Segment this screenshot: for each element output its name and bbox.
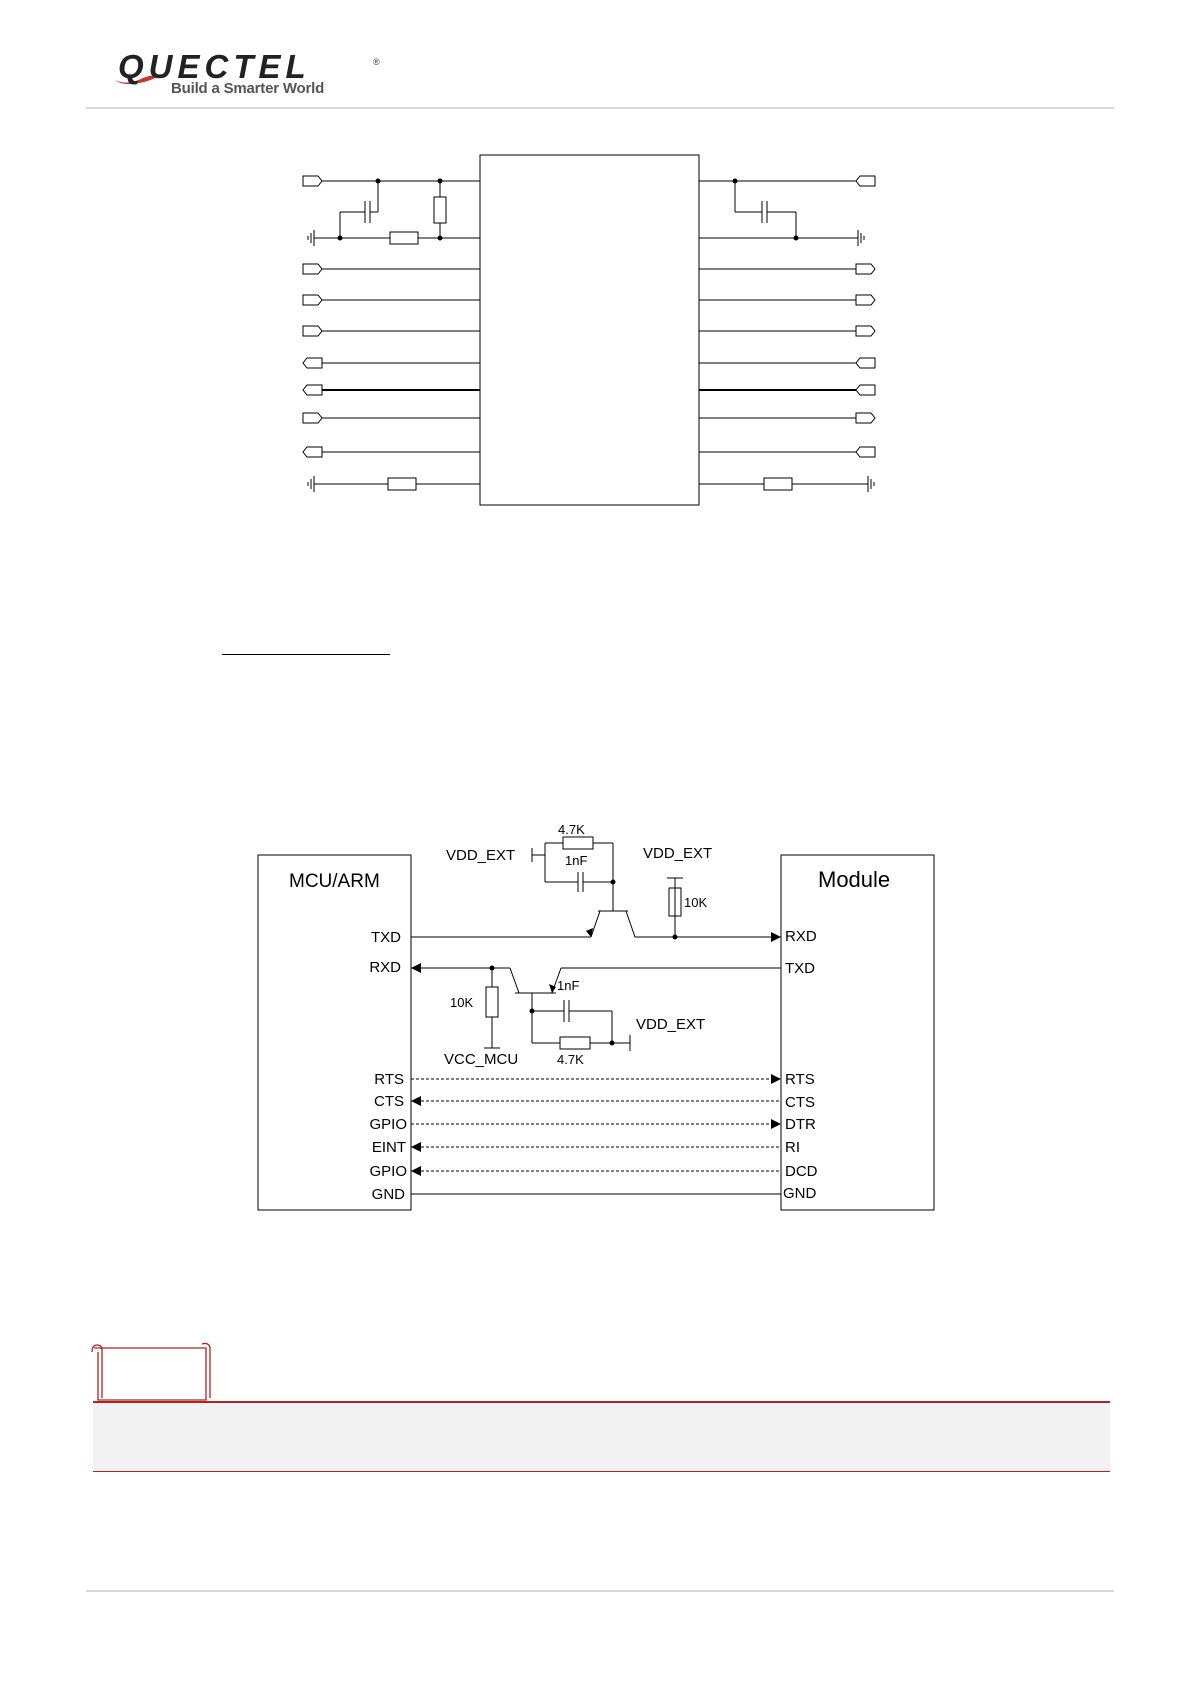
transistor-level-shift-schematic [0,800,1190,1240]
brand-logo: QUECTEL [118,48,311,85]
label-r-bottom: 4.7K [557,1052,584,1067]
label-r-pullup-module: 10K [684,895,708,910]
label-c-top: 1nF [565,853,588,868]
right-supply-net [699,176,875,246]
left-signal-rows [303,264,480,492]
module-pin-rts: RTS [785,1071,815,1088]
label-r-top: 4.7K [558,822,585,837]
junction-dots [338,179,799,241]
right-signal-rows [699,264,875,492]
translator-chip [480,155,699,505]
registered-mark: ® [373,57,380,67]
mcu-pin-rts: RTS [374,1071,404,1088]
mcu-block [258,855,411,1210]
label-r-pullup-mcu: 10K [450,995,474,1010]
mcu-pin-cts: CTS [374,1093,404,1110]
left-supply-net [303,176,480,246]
label-vdd-ext-a: VDD_EXT [446,847,516,864]
module-pin-txd: TXD [785,960,815,977]
mcu-pin-eint: EINT [371,1139,406,1156]
level-translator-schematic [0,0,1190,540]
module-pin-dtr: DTR [785,1116,816,1133]
handshake-lines [411,1079,781,1171]
mcu-pin-gnd: GND [371,1186,405,1203]
mcu-pin-gpio-1: GPIO [369,1116,407,1133]
module-pin-gnd: GND [783,1185,817,1202]
module-block [781,855,934,1210]
footer-rule [86,1590,1114,1592]
note-scroll-icon [88,1340,213,1402]
module-pin-cts: CTS [785,1094,815,1111]
link-underline[interactable] [222,654,390,655]
label-vcc-mcu: VCC_MCU [444,1051,519,1068]
label-c-bottom: 1nF [557,978,580,993]
mcu-title: MCU/ARM [289,871,380,892]
note-band [93,1401,1110,1472]
module-pin-dcd: DCD [785,1163,818,1180]
mcu-pin-gpio-2: GPIO [369,1163,407,1180]
brand-tagline: Build a Smarter World [171,80,325,97]
module-pin-rxd: RXD [785,928,817,945]
label-vdd-ext-b: VDD_EXT [643,845,713,862]
mcu-pin-rxd: RXD [369,959,401,976]
module-title: Module [818,867,891,892]
module-pin-ri: RI [785,1139,800,1156]
mcu-pin-txd: TXD [371,929,401,946]
label-vdd-ext-c: VDD_EXT [636,1016,706,1033]
